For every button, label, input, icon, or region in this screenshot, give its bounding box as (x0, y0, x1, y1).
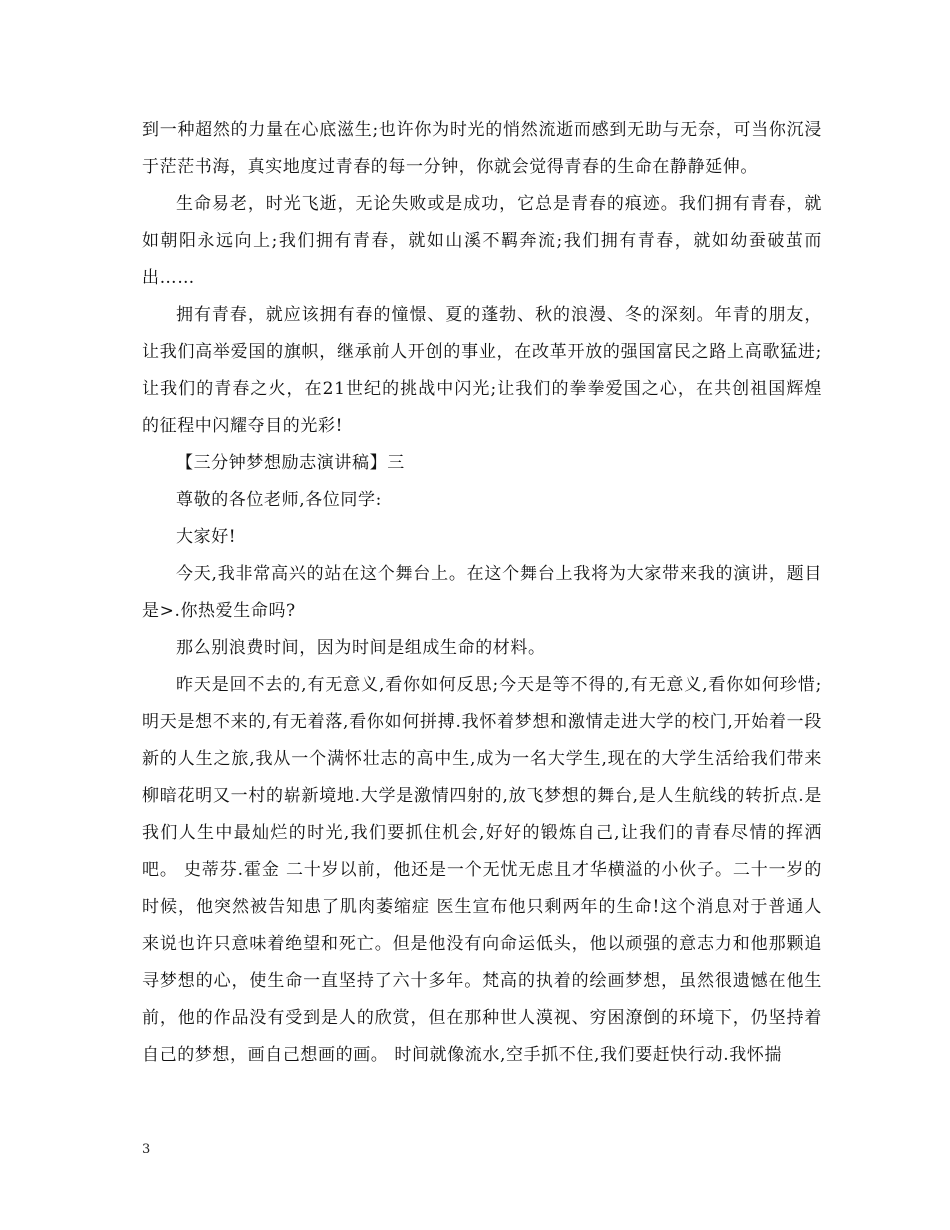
salutation: 尊敬的各位老师,各位同学: (176, 490, 382, 510)
paragraph: 拥有青春，就应该拥有春的憧憬、夏的蓬勃、秋的浪漫、冬的深刻。年青的朋友，让我们高举爱国的旗帜，继承前人开创的事业，在改革开放的强国富民之路上高歌猛进;让我们的青春之火，在21世纪的挑战中闪光;让我们的拳拳爱国之心，在共创祖国辉煌的征程中闪耀夺目的光彩! (142, 305, 822, 436)
document-body (142, 112, 822, 1074)
paragraph: 那么别浪费时间，因为时间是组成生命的材料。 (176, 638, 546, 658)
section-heading: 【三分钟梦想励志演讲稿】三 (176, 453, 405, 473)
paragraph: 生命易老，时光飞逝，无论失败或是成功，它总是青春的痕迹。我们拥有青春，就如朝阳永远向上;我们拥有青春，就如山溪不羁奔流;我们拥有青春，就如幼蚕破茧而出…… (142, 194, 822, 288)
page-number: 3 (142, 1142, 151, 1157)
paragraph: 今天,我非常高兴的站在这个舞台上。在这个舞台上我将为大家带来我的演讲，题目是>.你热爱生命吗? (142, 564, 822, 621)
paragraph: 到一种超然的力量在心底滋生;也许你为时光的悄然流逝而感到无助与无奈，可当你沉浸于茫茫书海，真实地度过青春的每一分钟，你就会觉得青春的生命在静静延伸。 (142, 120, 822, 177)
greeting: 大家好! (176, 527, 237, 547)
paragraph: 昨天是回不去的,有无意义,看你如何反思;今天是等不得的,有无意义,看你如何珍惜;明天是想不来的,有无着落,看你如何拼搏.我怀着梦想和激情走进大学的校门,开始着一段新的人生之旅,我从一个满怀壮志的高中生,成为一名大学生,现在的大学生活给我们带来柳暗花明又一村的崭新境地.大学是激情四射的,放飞梦想的舞台,是人生航线的转折点.是我们人生中最灿烂的时光,我们要抓住机会,好好的锻炼自己,让我们的青春尽情的挥洒吧。 史蒂芬.霍金 二十岁以前，他还是一个无忧无虑且才华横溢的小伙子。二十一岁的时候，他突然被告知患了肌肉萎缩症 医生宣布他只剩两年的生命!这个消息对于普通人来说也许只意味着绝望和死亡。但是他没有向命运低头，他以顽强的意志力和他那颗追寻梦想的心，使生命一直坚持了六十多年。梵高的执着的绘画梦想，虽然很遗憾在他生前，他的作品没有受到是人的欣赏，但在那种世人漠视、穷困潦倒的环境下，仍坚持着自己的梦想，画自己想画的画。 时间就像流水,空手抓不住,我们要赶快行动.我怀揣 (142, 675, 823, 1065)
